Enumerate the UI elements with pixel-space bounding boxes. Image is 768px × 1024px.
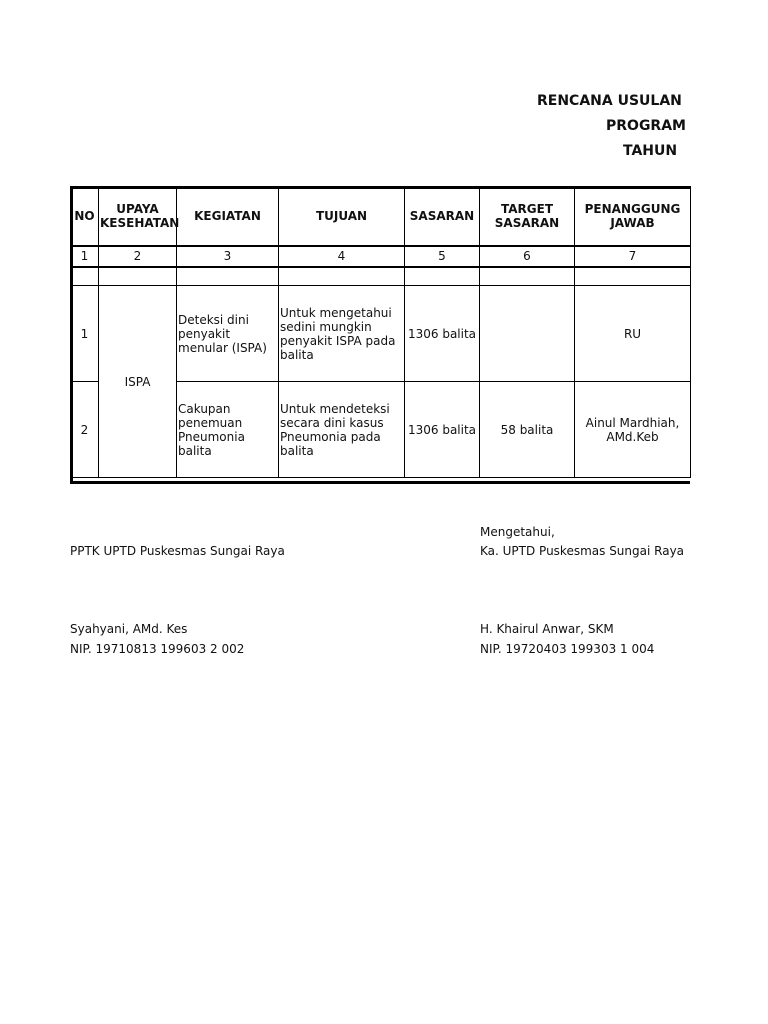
row-number: 2 <box>71 382 99 478</box>
header-separator <box>70 245 690 247</box>
upaya-cell: ISPA <box>99 286 177 478</box>
right-signer-nip: NIP. 19720403 199303 1 004 <box>480 642 655 656</box>
header-cell: SASARAN <box>405 187 480 246</box>
right-signer-role: Ka. UPTD Puskesmas Sungai Raya <box>480 544 685 558</box>
header-cell: TARGET SASARAN <box>480 187 575 246</box>
header-cell: KEGIATAN <box>177 187 279 246</box>
left-signer-nip: NIP. 19710813 199603 2 002 <box>70 642 245 656</box>
left-signer-name: Syahyani, AMd. Kes <box>70 622 188 636</box>
table-row <box>71 286 691 382</box>
header-cell: TUJUAN <box>279 187 405 246</box>
title-line-1: RENCANA USULAN <box>537 93 682 109</box>
table-header-row <box>71 187 691 246</box>
title-line-2: PROGRAM <box>606 118 686 134</box>
sasaran-cell: 1306 balita <box>405 382 480 478</box>
column-number: 4 <box>279 246 405 267</box>
target-cell <box>480 286 575 382</box>
header-cell: NO <box>71 187 99 246</box>
column-number: 6 <box>480 246 575 267</box>
title-line-3: TAHUN <box>623 143 678 159</box>
blank-row <box>71 267 691 286</box>
penanggung-cell: Ainul Mardhiah, AMd.Keb <box>575 382 691 478</box>
column-number: 7 <box>575 246 691 267</box>
column-number: 1 <box>71 246 99 267</box>
kegiatan-cell: Deteksi dini penyakit menular (ISPA) <box>177 286 279 382</box>
acknowledge-label: Mengetahui, <box>480 525 555 539</box>
number-row-separator <box>70 266 690 268</box>
column-number: 2 <box>99 246 177 267</box>
tujuan-cell: Untuk mengetahui sedini mungkin penyakit ISPA pada balita <box>279 286 405 382</box>
penanggung-cell: RU <box>575 286 691 382</box>
header-cell: UPAYA KESEHATAN <box>99 187 177 246</box>
sasaran-cell: 1306 balita <box>405 286 480 382</box>
target-cell: 58 balita <box>480 382 575 478</box>
kegiatan-cell: Cakupan penemuan Pneumonia balita <box>177 382 279 478</box>
right-signer-name: H. Khairul Anwar, SKM <box>480 622 614 636</box>
tujuan-cell: Untuk mendeteksi secara dini kasus Pneumonia pada balita <box>279 382 405 478</box>
column-number-row <box>71 246 691 267</box>
left-signer-role: PPTK UPTD Puskesmas Sungai Raya <box>70 544 285 558</box>
header-cell: PENANGGUNG JAWAB <box>575 187 691 246</box>
plan-table <box>70 186 691 478</box>
column-number: 5 <box>405 246 480 267</box>
column-number: 3 <box>177 246 279 267</box>
row-number: 1 <box>71 286 99 382</box>
